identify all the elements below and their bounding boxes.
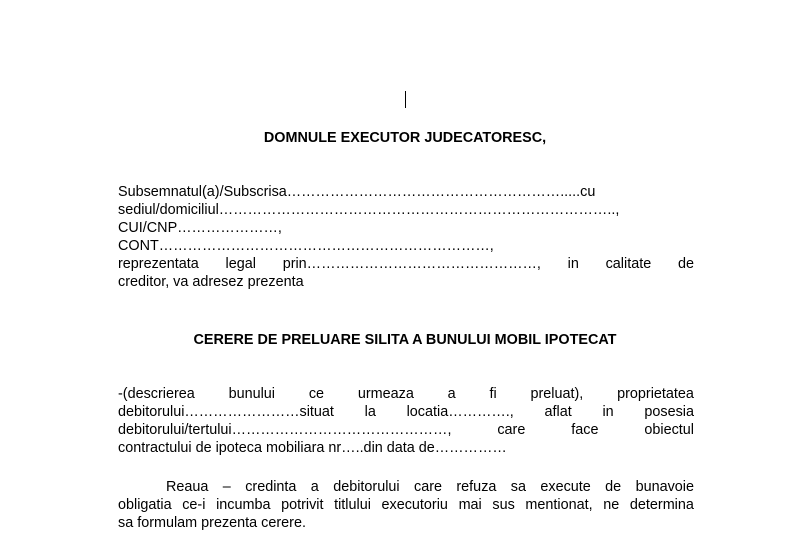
word: aflat xyxy=(544,404,572,420)
text-cursor xyxy=(405,91,406,108)
word: credinta xyxy=(245,479,297,495)
word: -(descrierea xyxy=(118,386,195,402)
word: posesia xyxy=(644,404,694,420)
word: mai xyxy=(458,497,482,513)
paragraph-line xyxy=(118,496,694,514)
word: determina xyxy=(629,497,694,513)
word: ce xyxy=(308,386,325,402)
word: ne xyxy=(603,497,620,513)
word: refuza xyxy=(456,479,497,495)
word: execute xyxy=(540,479,591,495)
word: locatia…………., xyxy=(406,404,514,420)
word: a xyxy=(447,386,456,402)
word: debitorului……………………situat xyxy=(118,404,334,420)
word: titlului xyxy=(334,497,371,513)
word: a xyxy=(310,479,319,495)
word: debitorului xyxy=(333,479,400,495)
word: preluat), xyxy=(530,386,584,402)
word: mentionat, xyxy=(525,497,593,513)
paragraph-line xyxy=(118,385,694,403)
word: de xyxy=(605,479,622,495)
word: executoriu xyxy=(381,497,448,513)
word: legal xyxy=(225,256,256,272)
paragraph-line xyxy=(118,478,694,496)
word: proprietatea xyxy=(617,386,694,402)
word: incumba xyxy=(216,497,271,513)
intro-line-justified xyxy=(118,255,694,273)
word: la xyxy=(364,404,376,420)
description-paragraph xyxy=(118,385,694,457)
word: fi xyxy=(489,386,497,402)
word: care xyxy=(414,479,442,495)
reasoning-paragraph xyxy=(118,478,694,532)
word: in xyxy=(567,256,579,272)
word: sus xyxy=(492,497,515,513)
word: bunului xyxy=(228,386,276,402)
paragraph-line: sa formulam prezenta cerere. xyxy=(118,515,306,531)
intro-paragraph xyxy=(118,183,694,291)
intro-line: sediul/domiciliul……………………………………………………………………….., xyxy=(118,202,620,218)
intro-line: CUI/CNP…………………, xyxy=(118,220,282,236)
word: de xyxy=(677,256,694,272)
word: reprezentata xyxy=(118,256,199,272)
word: – xyxy=(222,479,231,495)
word: obiectul xyxy=(644,422,694,438)
word: ce-i xyxy=(182,497,206,513)
intro-line: Subsemnatul(a)/Subscrisa………………………………………………….....cu xyxy=(118,184,596,200)
document-subtitle: CERERE DE PRELUARE SILITA A BUNULUI MOBIL IPOTECAT xyxy=(193,332,617,348)
word: bunavoie xyxy=(635,479,694,495)
word: urmeaza xyxy=(357,386,414,402)
word: Reaua xyxy=(166,479,209,495)
word: sa xyxy=(510,479,526,495)
word: calitate xyxy=(605,256,652,272)
paragraph-line xyxy=(118,421,694,439)
intro-line: creditor, va adresez prezenta xyxy=(118,274,304,290)
paragraph-line xyxy=(118,403,694,421)
word: face xyxy=(571,422,599,438)
word: debitorului/tertului………………………………………, xyxy=(118,422,452,438)
word: obligatia xyxy=(118,497,172,513)
word: care xyxy=(497,422,526,438)
intro-line: CONT……………………………………………………………, xyxy=(118,238,494,254)
word: in xyxy=(602,404,614,420)
paragraph-line: contractului de ipoteca mobiliara nr…..din data de…………… xyxy=(118,440,507,456)
word: potrivit xyxy=(281,497,324,513)
word: prin…………………………………………, xyxy=(282,256,541,272)
document-title: DOMNULE EXECUTOR JUDECATORESC, xyxy=(263,130,547,146)
